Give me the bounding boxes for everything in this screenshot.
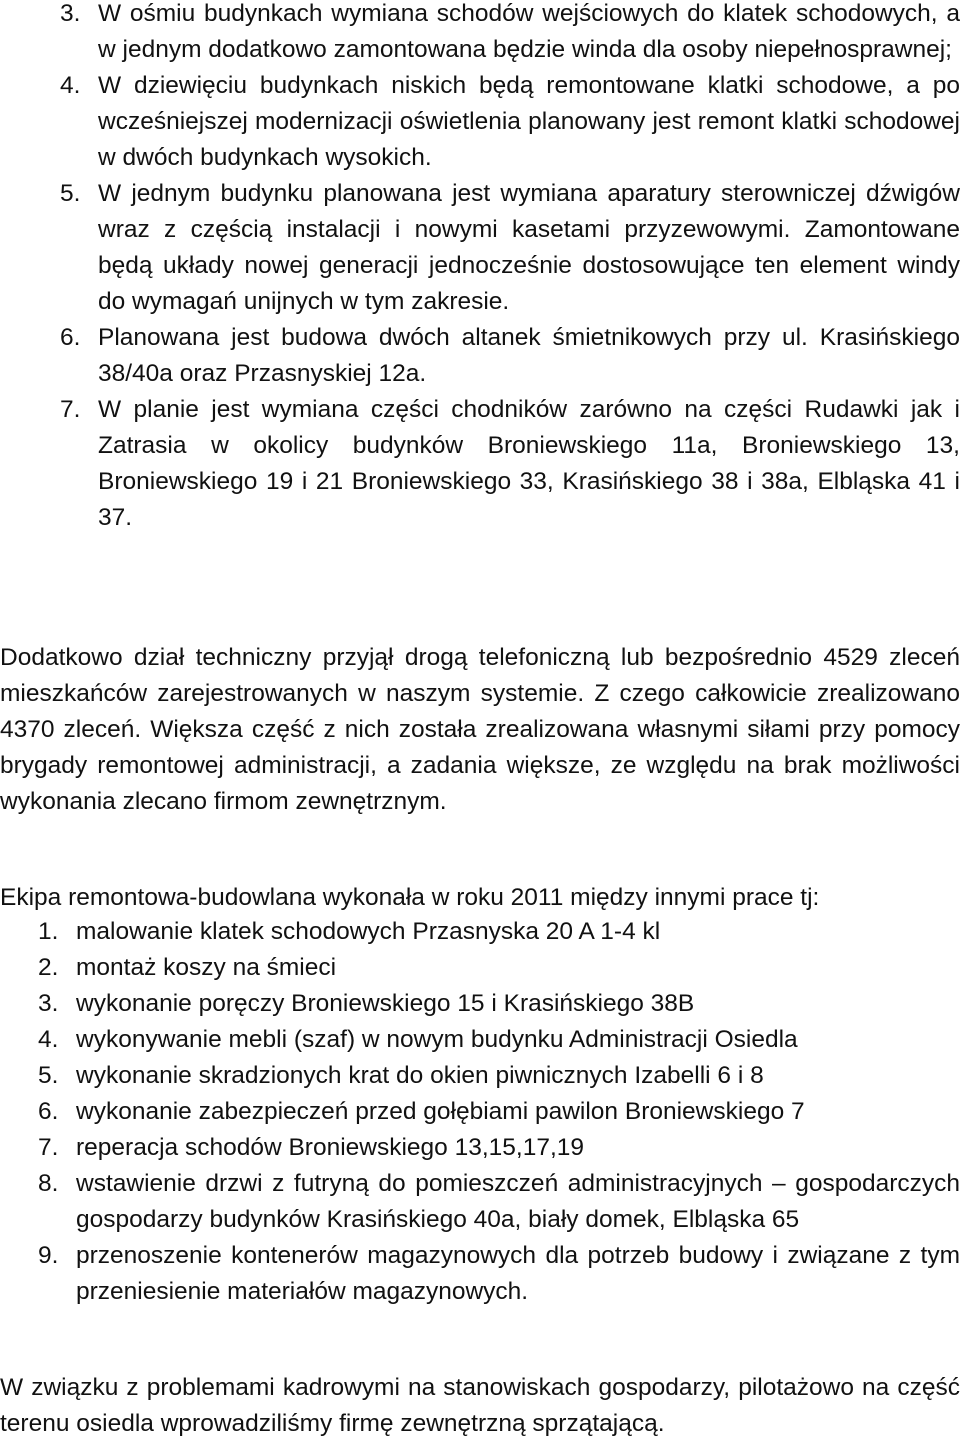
list-item xyxy=(60,0,960,68)
list-item xyxy=(60,176,960,320)
list-item-number: 6. xyxy=(60,324,81,351)
cleaning-company-paragraph: W związku z problemami kadrowymi na stanowiskach gospodarzy, pilotażowo na część terenu osiedla wprowadziliśmy firmę zewnętrzną sprzątającą. xyxy=(0,1374,960,1437)
technical-department-paragraph: Dodatkowo dział techniczny przyjął drogą telefoniczną lub bezpośrednio 4529 zleceń mieszkańców zarejestrowanych w naszym systemie. Z czego całkowicie zrealizowano 4370 zleceń. Większa część z nich została zrealizowana własnymi siłami przy pomocy brygady remontowej administracji, a zadania większe, ze względu na brak możliwości wykonania zlecano firmom zewnętrznym. xyxy=(0,644,960,815)
list-item-number: 3. xyxy=(38,990,59,1017)
list-item-text: W jednym budynku planowana jest wymiana aparatury sterowniczej dźwigów wraz z częścią instalacji i nowymi kasetami przyzewowymi. Zamontowane będą układy nowej generacji jednocześnie dostosowujące ten element windy do wymagań unijnych w tym zakresie. xyxy=(98,180,960,315)
list-item-text: przenoszenie kontenerów magazynowych dla potrzeb budowy i związane z tym przeniesienie materiałów magazynowych. xyxy=(76,1242,960,1305)
list-item-number: 5. xyxy=(60,180,81,207)
list-item-number: 8. xyxy=(38,1170,59,1197)
completed-works-list xyxy=(38,914,960,1310)
list-item xyxy=(38,1238,960,1310)
list-item-number: 1. xyxy=(38,918,59,945)
list-item-number: 6. xyxy=(38,1098,59,1125)
list-item xyxy=(60,392,960,536)
list-item-text: W ośmiu budynkach wymiana schodów wejściowych do klatek schodowych, a w jednym dodatkowo zamontowana będzie winda dla osoby niepełnosprawnej; xyxy=(98,0,960,63)
renovation-team-intro: Ekipa remontowa-budowlana wykonała w roku 2011 między innymi prace tj: xyxy=(0,884,820,911)
list-item xyxy=(38,1058,960,1094)
list-item-number: 2. xyxy=(38,954,59,981)
list-item xyxy=(38,950,960,986)
list-item xyxy=(60,320,960,392)
list-item-text: Planowana jest budowa dwóch altanek śmietnikowych przy ul. Krasińskiego 38/40a oraz Przasnyskiej 12a. xyxy=(98,324,960,387)
list-item-text: reperacja schodów Broniewskiego 13,15,17,19 xyxy=(76,1134,585,1161)
list-item-number: 5. xyxy=(38,1062,59,1089)
list-item-number: 4. xyxy=(60,72,81,99)
list-item-number: 4. xyxy=(38,1026,59,1053)
list-item-text: wykonanie poręczy Broniewskiego 15 i Krasińskiego 38B xyxy=(76,990,695,1017)
list-item-text: W dziewięciu budynkach niskich będą remontowane klatki schodowe, a po wcześniejszej modernizacji oświetlenia planowany jest remont klatki schodowej w dwóch budynkach wysokich. xyxy=(98,72,960,171)
list-item xyxy=(38,986,960,1022)
list-item xyxy=(38,1130,960,1166)
list-item-text: wykonanie zabezpieczeń przed gołębiami pawilon Broniewskiego 7 xyxy=(76,1098,805,1125)
list-item xyxy=(38,1166,960,1238)
list-item xyxy=(38,1022,960,1058)
list-item xyxy=(38,914,960,950)
list-item-text: W planie jest wymiana części chodników zarówno na części Rudawki jak i Zatrasia w okolicy budynków Broniewskiego 11a, Broniewskiego 13, Broniewskiego 19 i 21 Broniewskiego 33, Krasińskiego 38 i 38a, Elbląska 41 i 37. xyxy=(98,396,960,531)
list-item-number: 3. xyxy=(60,0,81,27)
list-item-text: wykonywanie mebli (szaf) w nowym budynku Administracji Osiedla xyxy=(76,1026,798,1053)
planned-works-list xyxy=(60,0,960,536)
list-item-number: 9. xyxy=(38,1242,59,1269)
list-item xyxy=(60,68,960,176)
list-item-text: wykonanie skradzionych krat do okien piwnicznych Izabelli 6 i 8 xyxy=(76,1062,764,1089)
list-item xyxy=(38,1094,960,1130)
list-item-text: malowanie klatek schodowych Przasnyska 20 A 1-4 kl xyxy=(76,918,661,945)
list-item-text: wstawienie drzwi z futryną do pomieszczeń administracyjnych – gospodarczych gospodarzy budynków Krasińskiego 40a, biały domek, Elbląska 65 xyxy=(76,1170,960,1233)
list-item-number: 7. xyxy=(38,1134,59,1161)
list-item-text: montaż koszy na śmieci xyxy=(76,954,337,981)
list-item-number: 7. xyxy=(60,396,81,423)
